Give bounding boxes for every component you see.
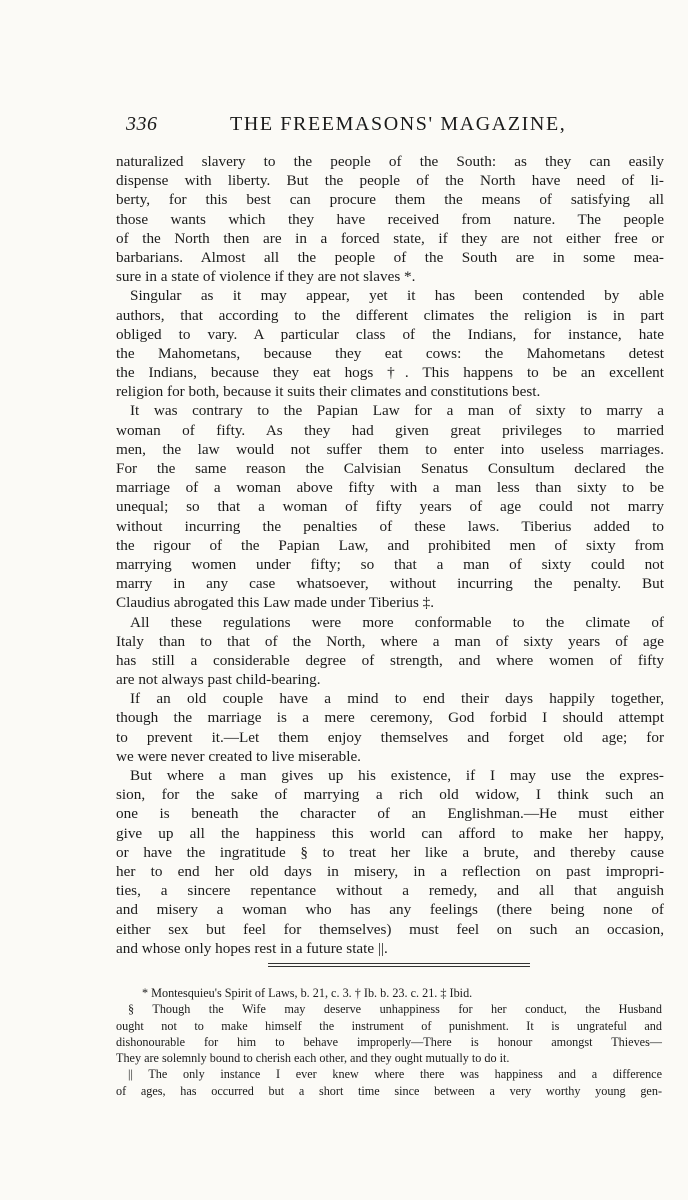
- body-line: the rigour of the Papian Law, and prohibited men of sixty from: [116, 536, 664, 554]
- footnote-line: § Though the Wife may deserve unhappiness for her conduct, the Husband: [128, 1002, 662, 1017]
- body-line: ties, a sincere repentance without a remedy, and all that anguish: [116, 882, 664, 900]
- body-line: Italy than to that of the North, where a man of sixty years of age: [116, 632, 664, 650]
- body-line: Singular as it may appear, yet it has been contended by able: [130, 287, 664, 305]
- body-line: All these regulations were more conformable to the climate of: [130, 613, 664, 631]
- footnote-line: || The only instance I ever knew where there was happiness and a difference: [128, 1067, 662, 1082]
- body-line: berty, for this best can procure them the means of satisfying all: [116, 191, 664, 209]
- footnote-line: ought not to make himself the instrument of punishment. It is ungrateful and: [116, 1018, 662, 1033]
- body-line: obliged to vary. A particular class of the Indians, for instance, hate: [116, 325, 664, 343]
- body-line: Claudius abrogated this Law made under Tiberius ‡.: [116, 594, 435, 612]
- body-line: the Indians, because they eat hogs †. This happens to be an excellent: [116, 364, 664, 382]
- body-line: are not always past child-bearing.: [116, 671, 321, 689]
- body-line: to prevent it.—Let them enjoy themselves and forget old age; for: [116, 728, 664, 746]
- footnote-line: They are solemnly bound to cherish each other, and they ought mutually to do it.: [116, 1051, 510, 1066]
- body-line: either sex but feel for themselves) must feel on such an occasion,: [116, 920, 664, 938]
- body-line: her to end her old days in misery, in a reflection on past impropri-: [116, 862, 664, 880]
- body-line: or have the ingratitude § to treat her like a brute, and thereby cause: [116, 843, 664, 861]
- body-line: one is beneath the character of an Englishman.—He must either: [116, 805, 664, 823]
- body-line: If an old couple have a mind to end their days happily together,: [130, 690, 664, 708]
- running-head: THE FREEMASONS' MAGAZINE,: [230, 113, 567, 135]
- page-number: 336: [126, 113, 158, 135]
- body-line: the Mahometans, because they eat cows: the Mahometans detest: [116, 344, 664, 362]
- footnote-line: of ages, has occurred but a short time since between a very worthy young gen-: [116, 1083, 662, 1098]
- body-line: But where a man gives up his existence, if I may use the expres-: [130, 767, 664, 784]
- body-line: of the North then are in a forced state, if they are not either free or: [116, 229, 664, 247]
- body-line: without incurring the penalties of these laws. Tiberius added to: [116, 517, 664, 535]
- body-line: men, the law would not suffer them to enter into useless marriages.: [116, 440, 664, 458]
- page-header: [126, 113, 666, 141]
- body-line: For the same reason the Calvisian Senatus Consultum declared the: [116, 460, 664, 477]
- body-line: woman of fifty. As they had given great privileges to married: [116, 421, 664, 439]
- body-line: and whose only hopes rest in a future state ||.: [116, 939, 388, 957]
- body-line: we were never created to live miserable.: [116, 747, 361, 765]
- body-line: naturalized slavery to the people of the South: as they can easily: [116, 153, 664, 170]
- body-line: religion for both, because it suits their climates and constitutions best.: [116, 383, 541, 401]
- body-line: unequal; so that a woman of fifty years of age could not marry: [116, 498, 664, 516]
- body-line: and misery a woman who has any feelings (there being none of: [116, 901, 664, 919]
- footnote-separator: [268, 963, 530, 969]
- body-line: dispense with liberty. But the people of the North have need of li-: [116, 172, 664, 190]
- body-line: authors, that according to the different climates the religion is in part: [116, 306, 664, 324]
- body-line: give up all the happiness this world can afford to make her happy,: [116, 824, 664, 842]
- footnotes: [116, 985, 662, 1099]
- body-line: barbarians. Almost all the people of the South are in some mea-: [116, 248, 664, 266]
- body-line: It was contrary to the Papian Law for a man of sixty to marry a: [130, 402, 664, 420]
- body-line: marry in any case whatsoever, without incurring the penalty. But: [116, 575, 664, 593]
- body-line: sion, for the sake of marrying a rich old widow, I think such an: [116, 786, 664, 804]
- body-line: has still a considerable degree of strength, and where women of fifty: [116, 651, 664, 669]
- body-line: though the marriage is a mere ceremony, God forbid I should attempt: [116, 709, 664, 727]
- body-line: those wants which they have received from nature. The people: [116, 210, 664, 228]
- body-line: sure in a state of violence if they are not slaves *.: [116, 268, 416, 286]
- body-line: marrying women under fifty; so that a man of sixty could not: [116, 555, 664, 573]
- body-text: [116, 152, 664, 958]
- footnote-line: * Montesquieu's Spirit of Laws, b. 21, c. 3. † Ib. b. 23. c. 21. ‡ Ibid.: [142, 986, 473, 1000]
- footnote-line: dishonourable for him to behave improperly—There is honour amongst Thieves—: [116, 1034, 662, 1049]
- body-line: marriage of a woman above fifty with a man less than sixty to be: [116, 479, 664, 497]
